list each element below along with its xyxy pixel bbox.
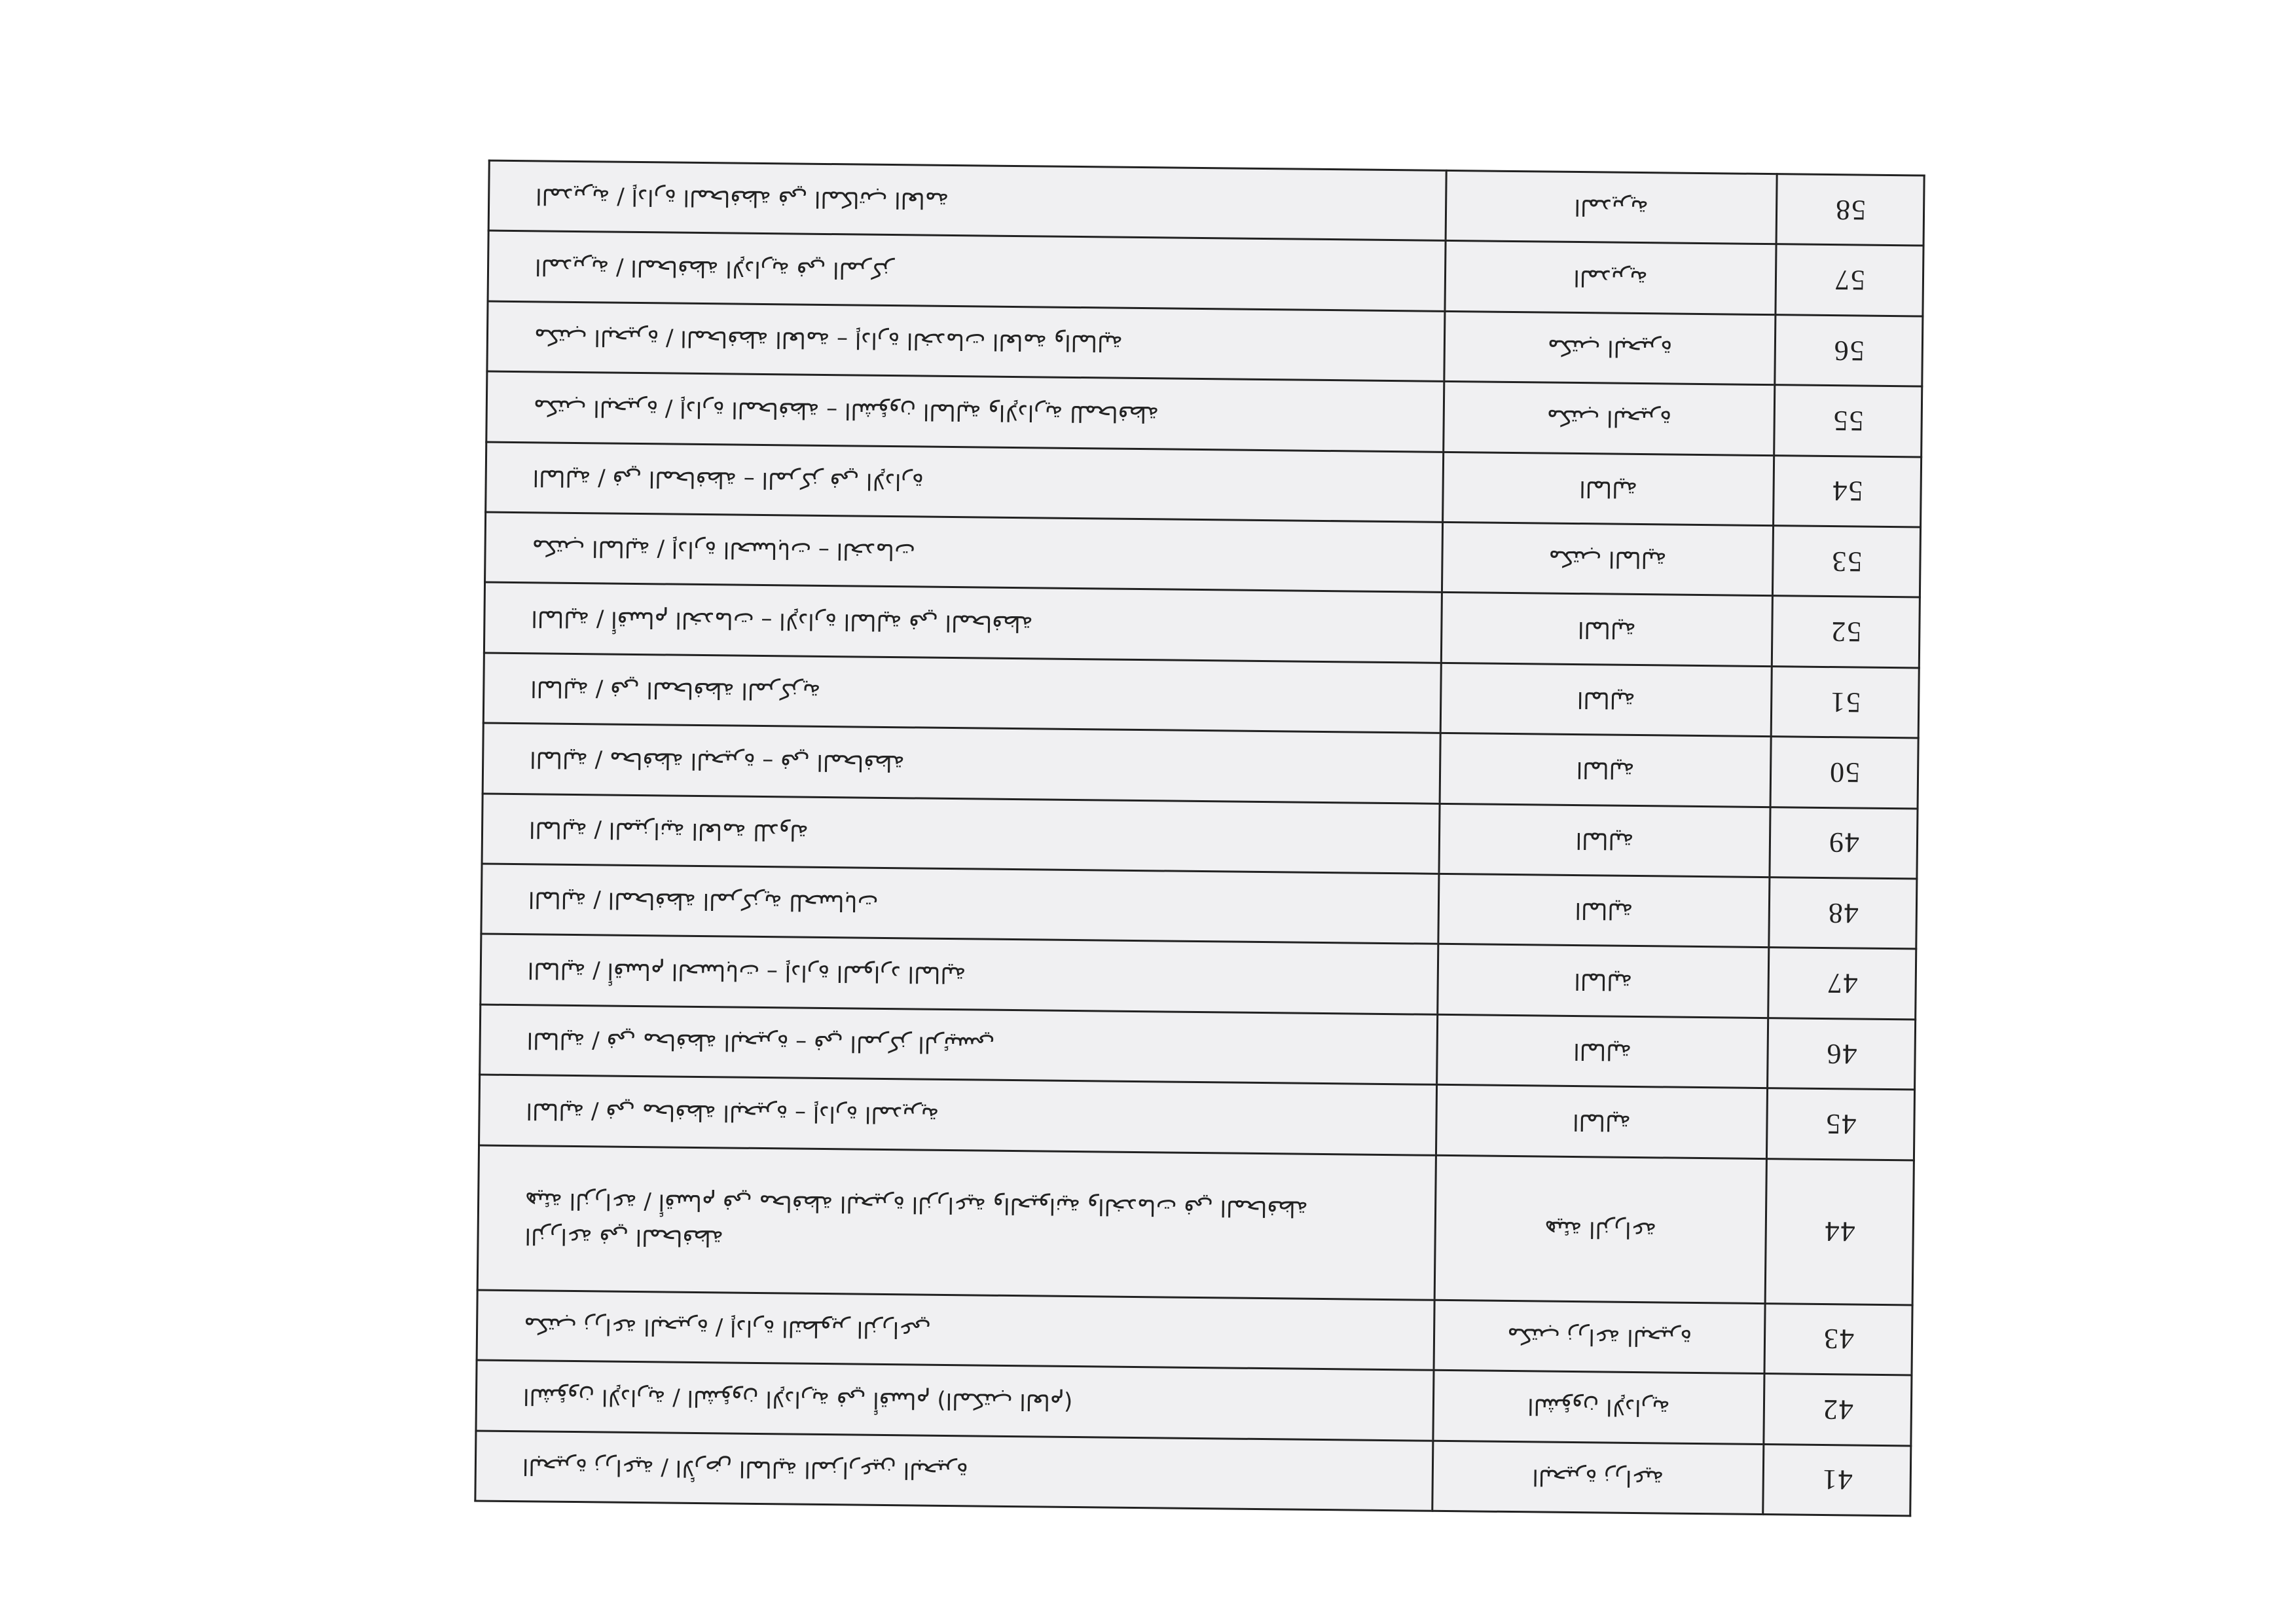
row-category: مكتب زراعة البحيرة <box>1434 1300 1765 1374</box>
row-title: مكتب المالية / إدارة الحسابات – الخدمات <box>485 512 1443 593</box>
row-number: 58 <box>1776 174 1924 246</box>
document-table-rotated <box>474 160 1925 1517</box>
row-title: المديرية / المحافظة الإدارية في المركز <box>488 231 1446 312</box>
row-number: 57 <box>1776 244 1923 316</box>
table-row <box>488 231 1923 316</box>
document-table <box>474 160 1925 1517</box>
table-row <box>483 723 1918 808</box>
row-category: المالية <box>1436 1085 1767 1159</box>
row-number: 52 <box>1772 596 1920 668</box>
table-row <box>482 794 1918 879</box>
row-title-line: هيئة الزراعة / أقسام في محافظة البحيرة الزراعية والحيوانية والخدمات في المحافظة <box>524 1187 1308 1222</box>
row-category: الشؤون الإدارية <box>1433 1370 1764 1444</box>
row-category: المديرية <box>1446 170 1777 244</box>
row-title: مكتب البحيرة / المحافظة العامة – إدارة الخدمات العامة والمالية <box>487 301 1445 382</box>
table-row <box>485 512 1921 597</box>
row-number: 46 <box>1768 1018 1916 1090</box>
row-category: المالية <box>1439 803 1770 877</box>
row-number: 48 <box>1769 877 1917 950</box>
row-title: المالية / المحافظة المركزية للحسابات <box>481 864 1439 944</box>
row-number: 47 <box>1768 948 1916 1020</box>
row-title: المالية / في المحافظة المركزية <box>483 653 1441 733</box>
table-row <box>475 1431 1911 1516</box>
row-title: المالية / أقسام الخدمات – الإدارة المالية في المحافظة <box>484 583 1442 663</box>
row-category: المالية <box>1441 593 1772 667</box>
table-row <box>481 864 1917 949</box>
row-title: المالية / في المحافظة – المركز في الإدارة <box>486 442 1444 523</box>
row-category: مكتب البحيرة <box>1444 382 1775 456</box>
row-title: المديرية / إدارة المحافظة في المكاتب العامة <box>488 160 1446 241</box>
row-number: 53 <box>1772 526 1920 598</box>
row-title-line: الزراعة في المحافظة <box>524 1223 724 1251</box>
row-title: المالية / الميزانية العامة للدولة <box>482 794 1440 874</box>
row-title: المالية / محافظة البحيرة – في المحافظة <box>483 723 1440 803</box>
table-row <box>476 1360 1912 1445</box>
row-title: الشؤون الإدارية / الشؤون الإدارية في أقسام (المكتب العام) <box>476 1360 1434 1441</box>
row-number: 43 <box>1764 1303 1912 1375</box>
table-row <box>481 934 1916 1020</box>
table-row <box>488 160 1924 246</box>
row-number: 49 <box>1770 807 1918 879</box>
row-number: 42 <box>1764 1374 1912 1446</box>
table-row <box>487 301 1923 386</box>
row-number: 56 <box>1775 315 1923 387</box>
table-row <box>486 442 1922 527</box>
row-number: 44 <box>1765 1158 1914 1304</box>
row-category: المالية <box>1437 1014 1768 1088</box>
row-title: المالية / أقسام الحسابات – إدارة الموارد المالية <box>481 934 1438 1015</box>
table-row <box>480 1005 1916 1090</box>
row-category: المالية <box>1438 944 1769 1018</box>
row-number: 55 <box>1774 385 1922 457</box>
row-number: 45 <box>1766 1088 1914 1160</box>
row-category: هيئة الزراعة <box>1434 1155 1766 1303</box>
row-title: مكتب البحيرة / إدارة المحافظة – الشؤون المالية والإدارية للمحافظة <box>486 371 1444 452</box>
table-row <box>486 371 1922 456</box>
row-category: المالية <box>1438 874 1770 948</box>
table-row <box>484 583 1920 668</box>
row-title <box>477 1145 1436 1300</box>
table-row <box>477 1145 1914 1305</box>
row-number: 41 <box>1763 1444 1911 1516</box>
row-number: 50 <box>1770 737 1918 809</box>
row-title: المالية / في محافظة البحيرة – إدارة المديرية <box>479 1075 1437 1155</box>
row-category: المالية <box>1440 663 1772 737</box>
row-title: المالية / في محافظة البحيرة – في المركز الرئيسي <box>480 1005 1438 1085</box>
row-category: المالية <box>1440 733 1771 807</box>
row-number: 54 <box>1774 455 1922 527</box>
table-row <box>483 653 1919 738</box>
table-row <box>479 1075 1915 1160</box>
table-row <box>477 1290 1912 1375</box>
row-category: مكتب المالية <box>1442 522 1773 596</box>
row-category: مكتب البحيرة <box>1444 311 1776 385</box>
row-category: المديرية <box>1445 241 1776 315</box>
row-number: 51 <box>1771 667 1919 739</box>
row-title: مكتب زراعة البحيرة / إدارة التطوير الزراعي <box>477 1290 1434 1371</box>
row-category: المالية <box>1443 452 1774 526</box>
row-category: البحيرة زراعية <box>1432 1441 1764 1515</box>
row-title: البحيرة زراعية / الأرض المالية المزارعين البحيرة <box>475 1431 1433 1511</box>
